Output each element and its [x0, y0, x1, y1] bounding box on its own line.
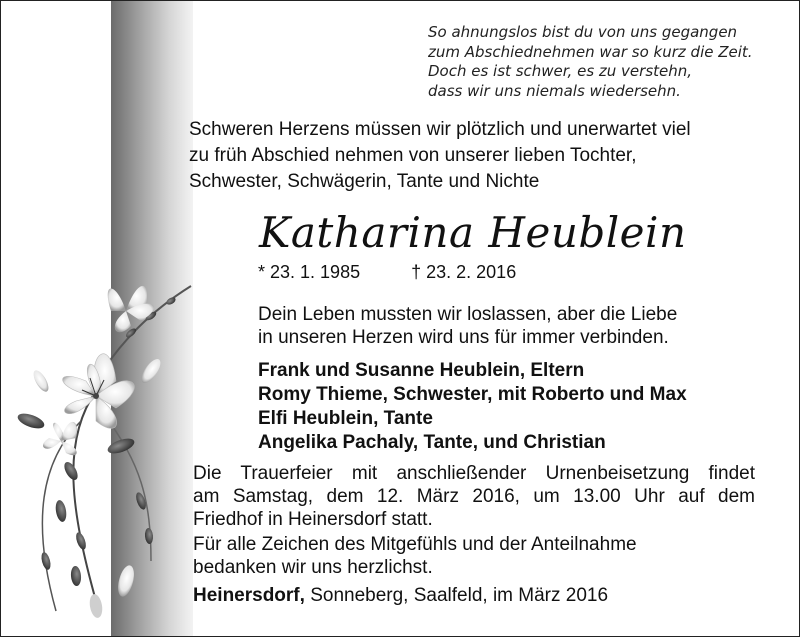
intro-line: Schweren Herzens müssen wir plötzlich und unerwartet viel: [189, 119, 691, 140]
mourner-entry: Frank und Susanne Heublein, Eltern: [258, 360, 585, 381]
verse-line: in unseren Herzen wird uns für immer verbinden.: [258, 327, 669, 348]
intro-text: [189, 117, 749, 195]
mourners-list: [258, 359, 778, 455]
signoff-rest: Sonneberg, Saalfeld, im März 2016: [304, 585, 609, 606]
intro-line: Schwester, Schwägerin, Tante und Nichte: [189, 171, 540, 192]
mourner-entry: Elfi Heublein, Tante: [258, 408, 433, 429]
verse-line: Dein Leben mussten wir loslassen, aber die Liebe: [258, 304, 678, 325]
service-line: Friedhof in Heinersdorf statt.: [193, 509, 433, 530]
service-line: Die Trauerfeier mit anschließender Urnenbeisetzung findet: [193, 463, 755, 484]
signoff-place: Heinersdorf,: [193, 585, 305, 606]
poem-line: So ahnungslos bist du von uns gegangen: [428, 23, 738, 41]
poem: [428, 23, 788, 101]
intro-line: zu früh Abschied nehmen von unserer lieben Tochter,: [189, 145, 637, 166]
funeral-service-info: [193, 462, 755, 531]
service-line: am Samstag, dem 12. März 2016, um 13.00 Uhr auf dem: [193, 486, 755, 507]
deceased-name: Katharina Heublein: [259, 208, 687, 257]
birth-date: * 23. 1. 1985: [258, 262, 361, 282]
mourner-entry: Romy Thieme, Schwester, mit Roberto und Max: [258, 384, 687, 405]
thanks-line: bedanken wir uns herzlichst.: [193, 557, 433, 578]
poem-line: zum Abschiednehmen war so kurz die Zeit.: [428, 42, 753, 61]
memorial-verse: [258, 303, 778, 349]
poem-line: dass wir uns niemals wiedersehn.: [428, 81, 681, 100]
thanks-line: Für alle Zeichen des Mitgefühls und der Anteilnahme: [193, 534, 637, 555]
poem-line: Doch es ist schwer, es zu verstehn,: [428, 62, 693, 80]
signoff: [193, 584, 753, 607]
thanks-text: [193, 533, 753, 579]
lily-bouquet-image: [1, 271, 201, 631]
death-date: † 23. 2. 2016: [411, 262, 517, 282]
mourner-entry: Angelika Pachaly, Tante, und Christian: [258, 432, 606, 453]
life-dates: [258, 261, 658, 283]
